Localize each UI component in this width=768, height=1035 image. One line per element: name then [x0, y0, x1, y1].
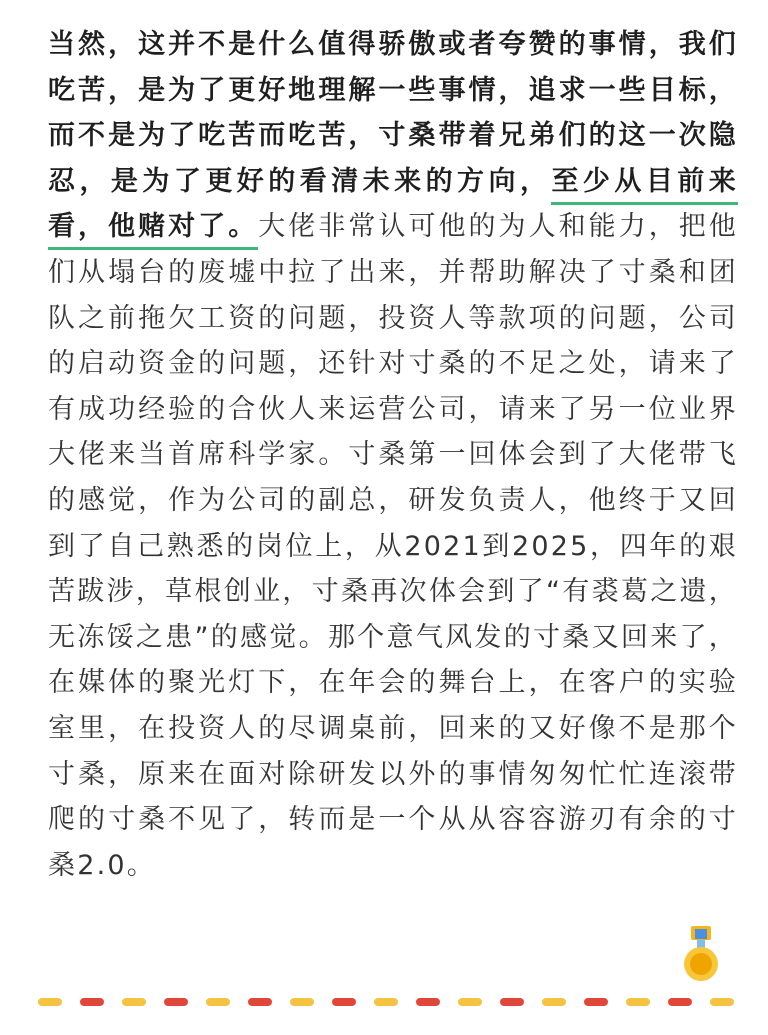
highlighted-sentence: 至少从目前来看，他赌对了。	[48, 166, 738, 251]
medal-icon	[683, 924, 719, 984]
divider-dash	[458, 998, 482, 1006]
divider-dash	[374, 998, 398, 1006]
divider-dash	[38, 998, 62, 1006]
divider-dash	[710, 998, 734, 1006]
divider-dash	[332, 998, 356, 1006]
divider-dash	[416, 998, 440, 1006]
divider-dash	[542, 998, 566, 1006]
divider-dash	[206, 998, 230, 1006]
divider-dash	[290, 998, 314, 1006]
divider-dash	[122, 998, 146, 1006]
medal-disc-inner	[690, 953, 712, 975]
divider-dash	[164, 998, 188, 1006]
divider-dash	[500, 998, 524, 1006]
bold-intro-text: 当然，这并不是什么值得骄傲或者夸赞的事情，我们吃苦，是为了更好地理解一些事情，追求一些目标，而不是为了吃苦而吃苦，寸桑带着兄弟们的这一次隐忍，是为了更好的看清未来的方向，	[48, 29, 738, 197]
medal-ribbon-center	[695, 929, 707, 939]
article-paragraph	[48, 22, 738, 888]
divider-dash	[584, 998, 608, 1006]
medal-ribbon-strap	[697, 940, 705, 948]
body-text: 大佬非常认可他的为人和能力，把他们从塌台的废墟中拉了出来，并帮助解决了寸桑和团队之前拖欠工资的问题，投资人等款项的问题，公司的启动资金的问题，还针对寸桑的不足之处，请来了有成功经验的合伙人来运营公司，请来了另一位业界大佬来当首席科学家。寸桑第一回体会到了大佬带飞的感觉，作为公司的副总，研发负责人，他终于又回到了自己熟悉的岗位上，从2021到2025，四年的艰苦跋涉，草根创业，寸桑再次体会到了“有裘葛之遗，无冻馁之患”的感觉。那个意气风发的寸桑又回来了，在媒体的聚光灯下，在年会的舞台上，在客户的实验室里，在投资人的尽调桌前，回来的又好像不是那个寸桑，原来在面对除研发以外的事情匆匆忙忙连滚带爬的寸桑不见了，转而是一个从从容容游刃有余的寸桑2.0。	[48, 211, 739, 881]
divider-dash	[626, 998, 650, 1006]
divider-dash	[668, 998, 692, 1006]
dashed-divider	[36, 996, 736, 1008]
divider-dash	[248, 998, 272, 1006]
divider-dash	[80, 998, 104, 1006]
